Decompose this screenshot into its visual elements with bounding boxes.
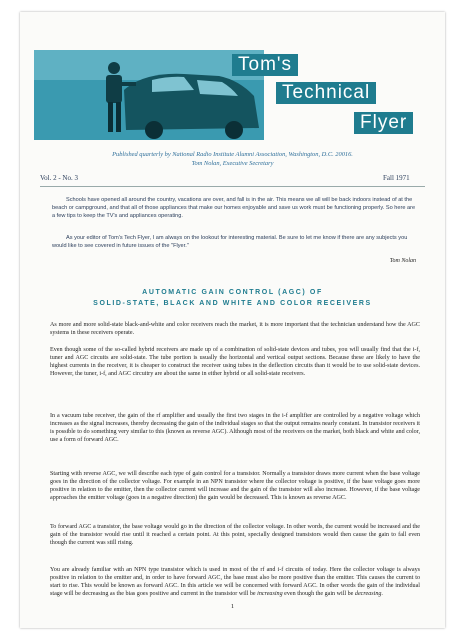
masthead-photo bbox=[34, 50, 264, 140]
article-heading-line-1: AUTOMATIC GAIN CONTROL (AGC) OF bbox=[142, 289, 323, 296]
publisher-line-1: Published quarterly by National Radio Institute Alumni Association, Washington, D.C. 20016. bbox=[112, 151, 353, 158]
p6-text-b: even though the gain will be bbox=[282, 591, 355, 598]
man-with-car-image bbox=[34, 50, 264, 140]
volume-number: Vol. 2 - No. 3 bbox=[40, 174, 78, 182]
p6-text-c: . bbox=[381, 591, 383, 598]
issue-season: Fall 1971 bbox=[383, 174, 410, 182]
intro-paragraph-2: As your editor of Tom's Tech Flyer, I am always on the lookout for interesting material. Be sure to let me know if there are any subjects you would like to see covered in future issues of the "Flyer." bbox=[52, 235, 408, 250]
p6-emphasis-decreasing: decreasing bbox=[354, 591, 382, 598]
p6-emphasis-increasing: increasing bbox=[257, 591, 283, 598]
publisher-line-2: Tom Nolan, Executive Secretary bbox=[191, 160, 274, 167]
article-paragraph-6 bbox=[50, 566, 420, 598]
divider bbox=[40, 186, 425, 187]
intro-paragraph-1: Schools have opened all around the country, vacations are over, and fall is in the air. This means we all will be back indoors instead of at the beach or campground, and that all of those appliances that make our homes enjoyable and save us work must be functioning properly. So here are a few tips to keep the TV's and appliances operating. bbox=[52, 197, 416, 220]
article-paragraph-1: As more and more solid-state black-and-white and color receivers reach the market, it is more important that the technician understand how the AGC systems in these receivers operate. bbox=[50, 322, 420, 337]
title-line-3: Flyer bbox=[354, 112, 413, 134]
article-paragraph-4: Starting with reverse AGC, we will describe each type of gain control for a transistor. Normally a transistor draws more current when the base voltage goes in the direction of the collector voltage. For example in an NPN transistor where the collector voltage is positive, if the base voltage goes more positive in relation to the emitter, then the collector current will increase and the gain of the transistor will also increase. However, if the base voltage approaches the emitter voltage (goes in a negative direction) the gain would be decreased. This is known as reverse AGC. bbox=[50, 471, 420, 502]
p6-text-a: You are already familiar with an NPN type transistor which is used in most of the rf and i-f circuits of today. Here the collector voltage is always positive in relation to the emitter and, in order to have forward AGC, the base must also be more positive than the emitter. This causes the current to start to rise. This would be known as forward AGC. In this article we will be concerned with forward AGC. In other words the gain of the individual stage will be decreasing as the bias goes positive and current in the transistor will be bbox=[50, 567, 420, 598]
title-line-2: Technical bbox=[276, 82, 376, 104]
article-paragraph-2: Even though some of the so-called hybrid receivers are made up of a combination of solid-state devices and tubes, you will usually find that the i-f, tuner and AGC circuits are solid-state. The tube portion is usually the horizontal and vertical output sections. Because these are likely to have the highest currents in the receiver, it is cheaper to construct the receiver using tubes in the deflection circuits than it would be to use solid-state devices. However, the tuner, i-f, and AGC circuitry are about the same in either hybrid or all solid-state receivers. bbox=[50, 347, 420, 378]
masthead bbox=[34, 50, 412, 142]
title-line-1: Tom's bbox=[232, 54, 298, 76]
editor-signature: Tom Nolan bbox=[389, 258, 416, 264]
article-heading-line-2: SOLID-STATE, BLACK AND WHITE AND COLOR RECEIVERS bbox=[93, 300, 372, 307]
article-paragraph-5: To forward AGC a transistor, the base voltage would go in the direction of the collector voltage. In other words, the current would be increased and the gain of the transistor would rise until it reached a certain point. At this point, specially designed transistors would then cause the gain to fall even though the current was still rising. bbox=[50, 524, 420, 547]
page-number: 1 bbox=[230, 603, 235, 610]
article-paragraph-3: In a vacuum tube receiver, the gain of the rf amplifier and usually the first two stages in the i-f amplifier are controlled by a negative voltage which increases as the signal increases, thereby decreasing the gain of the individual stages so that the output remains nearly constant. In transistor receivers it is possible to do something very similar to this (known as reverse AGC). Although most of the receivers on the market, both black and white and color, use a form of forward AGC. bbox=[50, 413, 420, 444]
